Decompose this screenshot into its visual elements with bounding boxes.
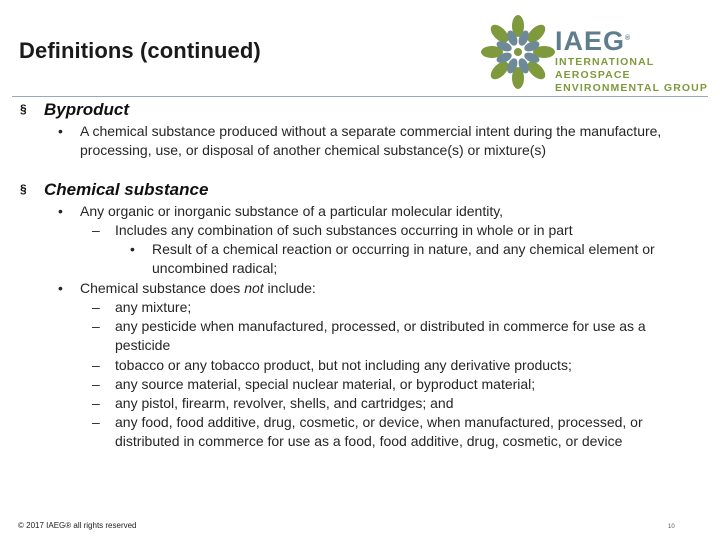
dash-marker: – (92, 395, 100, 411)
list-item: any food, food additive, drug, cosmetic, or device, when manufactured, processed, or distributed in commerce for use as a food, food additive, drug, cosmetic, or device (115, 414, 643, 450)
section-bullet: § (20, 182, 27, 196)
list-item: Result of a chemical reaction or occurring in nature, and any chemical element or uncombined radical; (152, 241, 655, 277)
dash-marker: – (92, 357, 100, 373)
list-item: Any organic or inorganic substance of a particular molecular identity, (80, 203, 504, 219)
bullet-marker: • (130, 241, 135, 257)
title-divider (12, 96, 708, 97)
footer-copyright: © 2017 IAEG® all rights reserved (18, 521, 137, 530)
section-heading-text: Byproduct (44, 100, 129, 119)
section-heading-chemical-substance (20, 180, 208, 200)
list-item: any pistol, firearm, revolver, shells, and cartridges; and (115, 395, 454, 411)
list-item: any mixture; (115, 299, 192, 315)
section-heading-byproduct (20, 100, 129, 120)
bullet-marker: • (58, 123, 63, 139)
slide-title: Definitions (continued) (19, 38, 261, 63)
byproduct-definition: A chemical substance produced without a separate commercial intent during the manufacture, processing, use, or disposal of another chemical substance(s) or mixture(s) (80, 123, 662, 159)
logo-subtitle-line1: INTERNATIONAL AEROSPACE (555, 56, 655, 81)
emphasis-not: not (244, 280, 264, 296)
page-number: 10 (668, 524, 675, 530)
logo-wordmark (555, 24, 720, 95)
text-after: include: (263, 280, 316, 296)
bullet-marker: • (58, 203, 63, 219)
list-item (80, 279, 680, 298)
logo-registered-mark: ® (625, 35, 632, 42)
logo-name: IAEG (555, 26, 626, 56)
logo-subtitle-line2: ENVIRONMENTAL GROUP (555, 82, 708, 94)
text-before: Chemical substance does (80, 280, 245, 296)
list-item: any source material, special nuclear material, or byproduct material; (115, 376, 536, 392)
list-item: tobacco or any tobacco product, but not including any derivative products; (115, 357, 572, 373)
dash-marker: – (92, 299, 100, 315)
section-bullet: § (20, 102, 27, 116)
dash-marker: – (92, 222, 100, 238)
section-heading-text: Chemical substance (44, 180, 209, 199)
bullet-marker: • (58, 280, 63, 296)
list-item: Includes any combination of such substances occurring in whole or in part (115, 222, 573, 238)
dash-marker: – (92, 376, 100, 392)
dash-marker: – (92, 318, 100, 334)
list-item: any pesticide when manufactured, processed, or distributed in commerce for use as a pesticide (115, 318, 646, 354)
dash-marker: – (92, 414, 100, 430)
